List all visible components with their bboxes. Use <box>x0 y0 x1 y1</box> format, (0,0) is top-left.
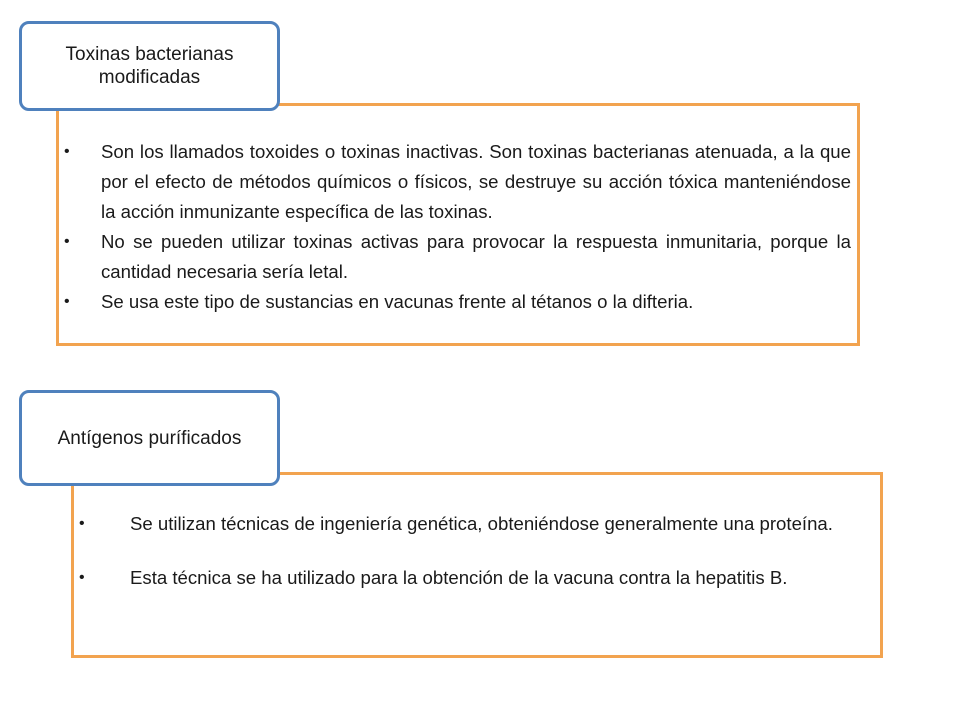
section-title: Antígenos puríficados <box>57 427 242 449</box>
bullet-item: • Son los llamados toxoides o toxinas inactivas. Son toxinas bacterianas atenuada, a la que por el efecto de métodos químicos o físicos, se destruye su acción tóxica manteniéndose la acción inmunizante específica de las toxinas. <box>101 137 851 227</box>
bullet-list <box>130 509 870 592</box>
section-title-box <box>19 21 280 111</box>
section-title-box <box>19 390 280 486</box>
bullet-item: • Se utilizan técnicas de ingeniería genética, obteniéndose generalmente una proteína. <box>130 509 870 538</box>
bullet-item: • Esta técnica se ha utilizado para la obtención de la vacuna contra la hepatitis B. <box>130 563 870 592</box>
bullet-item: • Se usa este tipo de sustancias en vacunas frente al tétanos o la difteria. <box>101 287 851 317</box>
bullet-item: • No se pueden utilizar toxinas activas para provocar la respuesta inmunitaria, porque la cantidad necesaria sería letal. <box>101 227 851 287</box>
section-title: Toxinas bacterianas modificadas <box>65 44 234 88</box>
bullet-list <box>101 137 851 317</box>
